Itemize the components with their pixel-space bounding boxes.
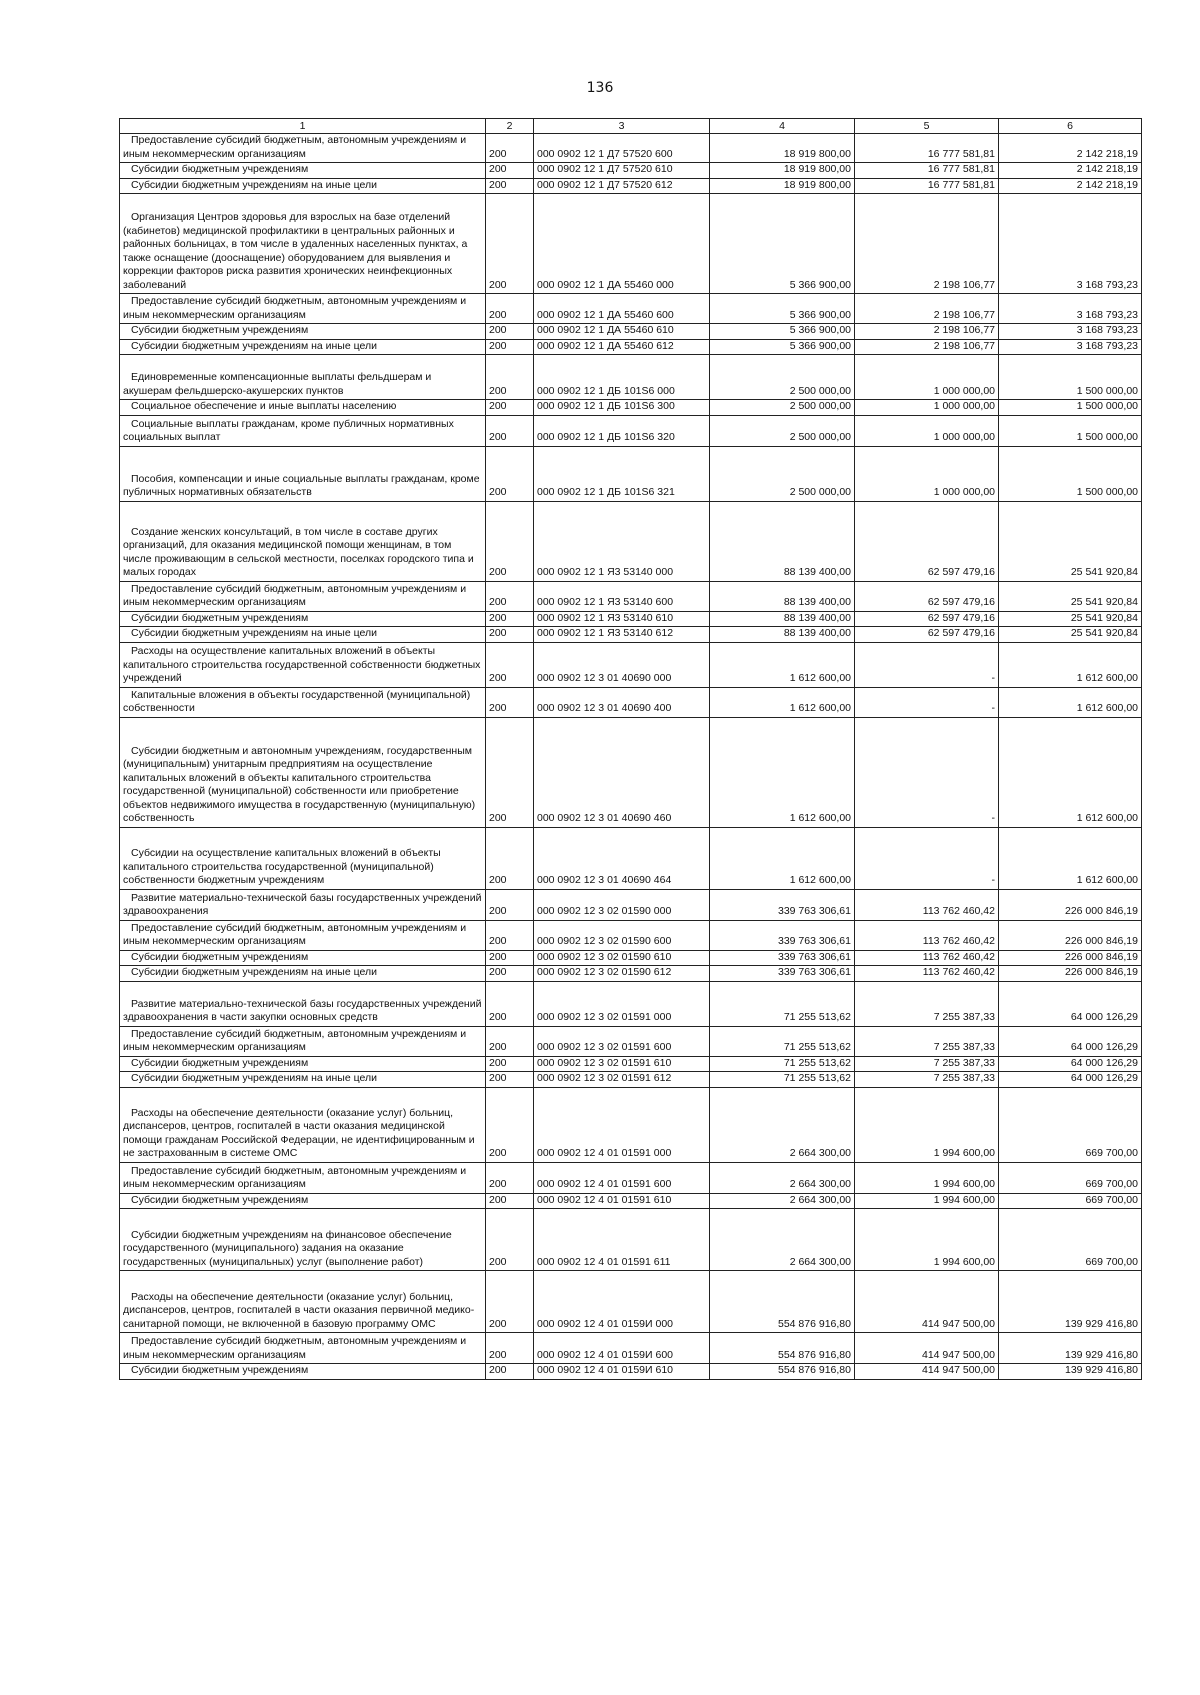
amount-executed-cell: 2 198 106,77 <box>855 294 999 324</box>
amount-approved-cell: 554 876 916,80 <box>710 1271 855 1333</box>
amount-approved-cell: 88 139 400,00 <box>710 501 855 581</box>
table-row <box>120 339 1142 355</box>
row-name-cell: Предоставление субсидий бюджетным, автономным учреждениям и иным некоммерческим организациям <box>120 1026 486 1056</box>
amount-remaining-cell: 226 000 846,19 <box>999 966 1142 982</box>
amount-remaining-cell: 139 929 416,80 <box>999 1364 1142 1380</box>
amount-remaining-cell: 669 700,00 <box>999 1209 1142 1271</box>
amount-remaining-cell: 64 000 126,29 <box>999 1026 1142 1056</box>
amount-executed-cell: - <box>855 642 999 687</box>
budget-code-cell: 000 0902 12 1 ДБ 101S6 320 <box>534 415 710 446</box>
amount-remaining-cell: 139 929 416,80 <box>999 1271 1142 1333</box>
amount-remaining-cell: 1 500 000,00 <box>999 355 1142 400</box>
budget-code-cell: 000 0902 12 3 02 01591 610 <box>534 1056 710 1072</box>
admin-code-cell: 200 <box>486 1087 534 1162</box>
amount-executed-cell: 16 777 581,81 <box>855 178 999 194</box>
amount-approved-cell: 339 763 306,61 <box>710 966 855 982</box>
admin-code-cell: 200 <box>486 966 534 982</box>
amount-remaining-cell: 139 929 416,80 <box>999 1333 1142 1364</box>
row-name-cell: Социальные выплаты гражданам, кроме публичных нормативных социальных выплат <box>120 415 486 446</box>
amount-approved-cell: 18 919 800,00 <box>710 178 855 194</box>
row-name-cell: Субсидии бюджетным учреждениям <box>120 324 486 340</box>
amount-approved-cell: 1 612 600,00 <box>710 827 855 889</box>
amount-executed-cell: 1 994 600,00 <box>855 1193 999 1209</box>
row-name-cell: Предоставление субсидий бюджетным, автономным учреждениям и иным некоммерческим организациям <box>120 1162 486 1193</box>
budget-code-cell: 000 0902 12 3 02 01590 600 <box>534 920 710 950</box>
budget-code-cell: 000 0902 12 4 01 01591 000 <box>534 1087 710 1162</box>
amount-approved-cell: 2 500 000,00 <box>710 355 855 400</box>
amount-remaining-cell: 3 168 793,23 <box>999 339 1142 355</box>
table-row <box>120 717 1142 827</box>
budget-code-cell: 000 0902 12 3 01 40690 464 <box>534 827 710 889</box>
table-row <box>120 981 1142 1026</box>
admin-code-cell: 200 <box>486 294 534 324</box>
amount-executed-cell: 1 000 000,00 <box>855 355 999 400</box>
amount-executed-cell: 7 255 387,33 <box>855 1072 999 1088</box>
row-name-cell: Субсидии бюджетным учреждениям на иные цели <box>120 966 486 982</box>
amount-approved-cell: 18 919 800,00 <box>710 134 855 163</box>
amount-executed-cell: 16 777 581,81 <box>855 134 999 163</box>
amount-remaining-cell: 25 541 920,84 <box>999 611 1142 627</box>
amount-approved-cell: 2 664 300,00 <box>710 1162 855 1193</box>
amount-remaining-cell: 25 541 920,84 <box>999 581 1142 611</box>
admin-code-cell: 200 <box>486 642 534 687</box>
row-name-cell: Субсидии бюджетным учреждениям <box>120 163 486 179</box>
admin-code-cell: 200 <box>486 627 534 643</box>
amount-executed-cell: 16 777 581,81 <box>855 163 999 179</box>
admin-code-cell: 200 <box>486 400 534 416</box>
table-row <box>120 920 1142 950</box>
table-body <box>120 134 1142 1380</box>
table-row <box>120 1072 1142 1088</box>
amount-approved-cell: 1 612 600,00 <box>710 687 855 717</box>
amount-executed-cell: 414 947 500,00 <box>855 1333 999 1364</box>
admin-code-cell: 200 <box>486 339 534 355</box>
row-name-cell: Субсидии бюджетным учреждениям <box>120 950 486 966</box>
amount-remaining-cell: 3 168 793,23 <box>999 294 1142 324</box>
amount-approved-cell: 339 763 306,61 <box>710 950 855 966</box>
row-name-cell: Субсидии бюджетным учреждениям на финансовое обеспечение государственного (муниципального) задания на оказание государственных (муниципальных) услуг (выполнение работ) <box>120 1209 486 1271</box>
amount-executed-cell: 113 762 460,42 <box>855 889 999 920</box>
admin-code-cell: 200 <box>486 1072 534 1088</box>
budget-code-cell: 000 0902 12 3 02 01590 000 <box>534 889 710 920</box>
budget-code-cell: 000 0902 12 1 Я3 53140 610 <box>534 611 710 627</box>
budget-code-cell: 000 0902 12 1 ДА 55460 600 <box>534 294 710 324</box>
amount-executed-cell: 1 994 600,00 <box>855 1162 999 1193</box>
budget-code-cell: 000 0902 12 1 ДА 55460 610 <box>534 324 710 340</box>
table-row <box>120 1193 1142 1209</box>
column-header: 4 <box>710 119 855 134</box>
budget-code-cell: 000 0902 12 1 ДА 55460 000 <box>534 194 710 294</box>
column-header: 6 <box>999 119 1142 134</box>
admin-code-cell: 200 <box>486 1056 534 1072</box>
table-row <box>120 415 1142 446</box>
column-header: 3 <box>534 119 710 134</box>
table-row <box>120 355 1142 400</box>
admin-code-cell: 200 <box>486 1209 534 1271</box>
row-name-cell: Предоставление субсидий бюджетным, автономным учреждениям и иным некоммерческим организациям <box>120 134 486 163</box>
budget-code-cell: 000 0902 12 4 01 0159И 000 <box>534 1271 710 1333</box>
budget-code-cell: 000 0902 12 3 01 40690 000 <box>534 642 710 687</box>
amount-remaining-cell: 25 541 920,84 <box>999 627 1142 643</box>
admin-code-cell: 200 <box>486 1364 534 1380</box>
table-row <box>120 1364 1142 1380</box>
row-name-cell: Капитальные вложения в объекты государственной (муниципальной) собственности <box>120 687 486 717</box>
budget-code-cell: 000 0902 12 1 Я3 53140 000 <box>534 501 710 581</box>
budget-code-cell: 000 0902 12 4 01 01591 610 <box>534 1193 710 1209</box>
amount-remaining-cell: 25 541 920,84 <box>999 501 1142 581</box>
amount-remaining-cell: 64 000 126,29 <box>999 1056 1142 1072</box>
amount-executed-cell: 7 255 387,33 <box>855 1026 999 1056</box>
row-name-cell: Субсидии бюджетным и автономным учреждениям, государственным (муниципальным) унитарным предприятиям на осуществление капитальных вложений в объекты капитального строительства государственной (муниципальной) собственности или приобретение объектов недвижимого имущества в государственную (муниципальную) собственность <box>120 717 486 827</box>
amount-remaining-cell: 2 142 218,19 <box>999 163 1142 179</box>
admin-code-cell: 200 <box>486 324 534 340</box>
row-name-cell: Субсидии бюджетным учреждениям на иные цели <box>120 339 486 355</box>
table-row <box>120 178 1142 194</box>
table-row <box>120 1271 1142 1333</box>
admin-code-cell: 200 <box>486 581 534 611</box>
budget-table <box>119 118 1142 1380</box>
row-name-cell: Пособия, компенсации и иные социальные выплаты гражданам, кроме публичных нормативных обязательств <box>120 446 486 501</box>
budget-code-cell: 000 0902 12 3 02 01591 000 <box>534 981 710 1026</box>
budget-code-cell: 000 0902 12 1 Я3 53140 612 <box>534 627 710 643</box>
row-name-cell: Предоставление субсидий бюджетным, автономным учреждениям и иным некоммерческим организациям <box>120 1333 486 1364</box>
amount-remaining-cell: 226 000 846,19 <box>999 950 1142 966</box>
amount-executed-cell: 1 994 600,00 <box>855 1209 999 1271</box>
budget-code-cell: 000 0902 12 4 01 0159И 610 <box>534 1364 710 1380</box>
table-row <box>120 966 1142 982</box>
amount-approved-cell: 339 763 306,61 <box>710 920 855 950</box>
table-row <box>120 1026 1142 1056</box>
budget-code-cell: 000 0902 12 3 02 01590 610 <box>534 950 710 966</box>
budget-code-cell: 000 0902 12 4 01 01591 611 <box>534 1209 710 1271</box>
budget-code-cell: 000 0902 12 1 ДБ 101S6 321 <box>534 446 710 501</box>
row-name-cell: Субсидии бюджетным учреждениям <box>120 1364 486 1380</box>
amount-approved-cell: 1 612 600,00 <box>710 642 855 687</box>
table-row <box>120 1087 1142 1162</box>
budget-code-cell: 000 0902 12 3 01 40690 400 <box>534 687 710 717</box>
table-row <box>120 950 1142 966</box>
amount-executed-cell: 7 255 387,33 <box>855 1056 999 1072</box>
row-name-cell: Субсидии на осуществление капитальных вложений в объекты капитального строительства государственной (муниципальной) собственности бюджетным учреждениям <box>120 827 486 889</box>
row-name-cell: Предоставление субсидий бюджетным, автономным учреждениям и иным некоммерческим организациям <box>120 920 486 950</box>
table-row <box>120 627 1142 643</box>
amount-approved-cell: 339 763 306,61 <box>710 889 855 920</box>
amount-executed-cell: 113 762 460,42 <box>855 920 999 950</box>
amount-executed-cell: 2 198 106,77 <box>855 324 999 340</box>
amount-executed-cell: 113 762 460,42 <box>855 950 999 966</box>
amount-approved-cell: 71 255 513,62 <box>710 1072 855 1088</box>
row-name-cell: Расходы на осуществление капитальных вложений в объекты капитального строительства государственной собственности бюджетных учреждений <box>120 642 486 687</box>
table-row <box>120 324 1142 340</box>
budget-code-cell: 000 0902 12 1 ДБ 101S6 000 <box>534 355 710 400</box>
column-header: 5 <box>855 119 999 134</box>
row-name-cell: Социальное обеспечение и иные выплаты населению <box>120 400 486 416</box>
amount-approved-cell: 88 139 400,00 <box>710 627 855 643</box>
amount-remaining-cell: 64 000 126,29 <box>999 981 1142 1026</box>
amount-approved-cell: 2 500 000,00 <box>710 400 855 416</box>
amount-executed-cell: 2 198 106,77 <box>855 194 999 294</box>
amount-executed-cell: 113 762 460,42 <box>855 966 999 982</box>
row-name-cell: Развитие материально-технической базы государственных учреждений здравоохранения в части закупки основных средств <box>120 981 486 1026</box>
admin-code-cell: 200 <box>486 1162 534 1193</box>
admin-code-cell: 200 <box>486 446 534 501</box>
amount-approved-cell: 5 366 900,00 <box>710 294 855 324</box>
admin-code-cell: 200 <box>486 920 534 950</box>
admin-code-cell: 200 <box>486 1271 534 1333</box>
budget-code-cell: 000 0902 12 4 01 0159И 600 <box>534 1333 710 1364</box>
row-name-cell: Предоставление субсидий бюджетным, автономным учреждениям и иным некоммерческим организациям <box>120 294 486 324</box>
amount-remaining-cell: 669 700,00 <box>999 1193 1142 1209</box>
row-name-cell: Расходы на обеспечение деятельности (оказание услуг) больниц, диспансеров, центров, госпиталей в части оказания медицинской помощи гражданам Российской Федерации, не идентифицированным и не застрахованным в системе ОМС <box>120 1087 486 1162</box>
table-row <box>120 642 1142 687</box>
amount-approved-cell: 5 366 900,00 <box>710 194 855 294</box>
amount-executed-cell: 62 597 479,16 <box>855 501 999 581</box>
admin-code-cell: 200 <box>486 687 534 717</box>
amount-approved-cell: 2 664 300,00 <box>710 1087 855 1162</box>
table-row <box>120 1209 1142 1271</box>
table-row <box>120 134 1142 163</box>
amount-approved-cell: 71 255 513,62 <box>710 981 855 1026</box>
amount-approved-cell: 2 664 300,00 <box>710 1193 855 1209</box>
budget-code-cell: 000 0902 12 3 02 01591 612 <box>534 1072 710 1088</box>
row-name-cell: Расходы на обеспечение деятельности (оказание услуг) больниц, диспансеров, центров, госпиталей в части оказания первичной медико-санитарной помощи, не включенной в базовую программу ОМС <box>120 1271 486 1333</box>
table-row <box>120 446 1142 501</box>
column-header: 1 <box>120 119 486 134</box>
column-number-row <box>120 119 1142 134</box>
amount-remaining-cell: 2 142 218,19 <box>999 134 1142 163</box>
amount-approved-cell: 88 139 400,00 <box>710 581 855 611</box>
amount-approved-cell: 554 876 916,80 <box>710 1333 855 1364</box>
budget-code-cell: 000 0902 12 1 Д7 57520 612 <box>534 178 710 194</box>
page-number: 136 <box>586 80 614 96</box>
amount-remaining-cell: 1 500 000,00 <box>999 446 1142 501</box>
table-row <box>120 687 1142 717</box>
budget-code-cell: 000 0902 12 1 Д7 57520 600 <box>534 134 710 163</box>
amount-approved-cell: 1 612 600,00 <box>710 717 855 827</box>
row-name-cell: Создание женских консультаций, в том числе в составе других организаций, для оказания медицинской помощи женщинам, в том числе проживающим в сельской местности, поселках городского типа и малых городах <box>120 501 486 581</box>
admin-code-cell: 200 <box>486 611 534 627</box>
table-row <box>120 1162 1142 1193</box>
admin-code-cell: 200 <box>486 981 534 1026</box>
table-row <box>120 1056 1142 1072</box>
table-row <box>120 889 1142 920</box>
amount-remaining-cell: 1 500 000,00 <box>999 415 1142 446</box>
row-name-cell: Субсидии бюджетным учреждениям <box>120 1193 486 1209</box>
row-name-cell: Субсидии бюджетным учреждениям <box>120 1056 486 1072</box>
amount-approved-cell: 554 876 916,80 <box>710 1364 855 1380</box>
row-name-cell: Организация Центров здоровья для взрослых на базе отделений (кабинетов) медицинской профилактики в центральных районных и районных больницах, в том числе в удаленных населенных пунктах, а также оснащение (дооснащение) оборудованием для выявления и коррекции факторов риска развития хронических неинфекционных заболеваний <box>120 194 486 294</box>
admin-code-cell: 200 <box>486 355 534 400</box>
amount-remaining-cell: 64 000 126,29 <box>999 1072 1142 1088</box>
amount-approved-cell: 2 500 000,00 <box>710 446 855 501</box>
amount-remaining-cell: 3 168 793,23 <box>999 324 1142 340</box>
admin-code-cell: 200 <box>486 134 534 163</box>
row-name-cell: Развитие материально-технической базы государственных учреждений здравоохранения <box>120 889 486 920</box>
amount-executed-cell: - <box>855 717 999 827</box>
admin-code-cell: 200 <box>486 415 534 446</box>
budget-code-cell: 000 0902 12 1 Я3 53140 600 <box>534 581 710 611</box>
admin-code-cell: 200 <box>486 501 534 581</box>
amount-approved-cell: 71 255 513,62 <box>710 1056 855 1072</box>
row-name-cell: Субсидии бюджетным учреждениям на иные цели <box>120 1072 486 1088</box>
table-row <box>120 581 1142 611</box>
budget-code-cell: 000 0902 12 1 ДБ 101S6 300 <box>534 400 710 416</box>
amount-executed-cell: 7 255 387,33 <box>855 981 999 1026</box>
amount-executed-cell: 62 597 479,16 <box>855 611 999 627</box>
amount-executed-cell: 1 000 000,00 <box>855 415 999 446</box>
admin-code-cell: 200 <box>486 717 534 827</box>
amount-remaining-cell: 3 168 793,23 <box>999 194 1142 294</box>
table-row <box>120 194 1142 294</box>
amount-executed-cell: 1 000 000,00 <box>855 400 999 416</box>
table-row <box>120 611 1142 627</box>
row-name-cell: Субсидии бюджетным учреждениям на иные цели <box>120 178 486 194</box>
amount-approved-cell: 2 500 000,00 <box>710 415 855 446</box>
amount-executed-cell: 2 198 106,77 <box>855 339 999 355</box>
budget-code-cell: 000 0902 12 1 ДА 55460 612 <box>534 339 710 355</box>
budget-code-cell: 000 0902 12 4 01 01591 600 <box>534 1162 710 1193</box>
budget-code-cell: 000 0902 12 3 01 40690 460 <box>534 717 710 827</box>
budget-code-cell: 000 0902 12 3 02 01590 612 <box>534 966 710 982</box>
amount-executed-cell: - <box>855 827 999 889</box>
amount-remaining-cell: 1 500 000,00 <box>999 400 1142 416</box>
amount-remaining-cell: 1 612 600,00 <box>999 687 1142 717</box>
amount-approved-cell: 18 919 800,00 <box>710 163 855 179</box>
amount-remaining-cell: 1 612 600,00 <box>999 827 1142 889</box>
amount-executed-cell: 414 947 500,00 <box>855 1364 999 1380</box>
table-row <box>120 1333 1142 1364</box>
amount-remaining-cell: 1 612 600,00 <box>999 717 1142 827</box>
amount-remaining-cell: 1 612 600,00 <box>999 642 1142 687</box>
amount-approved-cell: 5 366 900,00 <box>710 324 855 340</box>
admin-code-cell: 200 <box>486 889 534 920</box>
amount-remaining-cell: 226 000 846,19 <box>999 920 1142 950</box>
amount-executed-cell: 1 994 600,00 <box>855 1087 999 1162</box>
amount-remaining-cell: 2 142 218,19 <box>999 178 1142 194</box>
amount-remaining-cell: 226 000 846,19 <box>999 889 1142 920</box>
amount-executed-cell: 1 000 000,00 <box>855 446 999 501</box>
admin-code-cell: 200 <box>486 163 534 179</box>
column-header: 2 <box>486 119 534 134</box>
row-name-cell: Субсидии бюджетным учреждениям на иные цели <box>120 627 486 643</box>
table-row <box>120 294 1142 324</box>
row-name-cell: Субсидии бюджетным учреждениям <box>120 611 486 627</box>
row-name-cell: Единовременные компенсационные выплаты фельдшерам и акушерам фельдшерско-акушерских пунктов <box>120 355 486 400</box>
amount-executed-cell: 62 597 479,16 <box>855 627 999 643</box>
admin-code-cell: 200 <box>486 950 534 966</box>
amount-approved-cell: 71 255 513,62 <box>710 1026 855 1056</box>
amount-executed-cell: - <box>855 687 999 717</box>
amount-remaining-cell: 669 700,00 <box>999 1087 1142 1162</box>
admin-code-cell: 200 <box>486 1193 534 1209</box>
amount-executed-cell: 62 597 479,16 <box>855 581 999 611</box>
admin-code-cell: 200 <box>486 827 534 889</box>
budget-code-cell: 000 0902 12 1 Д7 57520 610 <box>534 163 710 179</box>
budget-code-cell: 000 0902 12 3 02 01591 600 <box>534 1026 710 1056</box>
table-row <box>120 501 1142 581</box>
table-row <box>120 827 1142 889</box>
row-name-cell: Предоставление субсидий бюджетным, автономным учреждениям и иным некоммерческим организациям <box>120 581 486 611</box>
amount-approved-cell: 88 139 400,00 <box>710 611 855 627</box>
admin-code-cell: 200 <box>486 1026 534 1056</box>
admin-code-cell: 200 <box>486 194 534 294</box>
table-row <box>120 163 1142 179</box>
amount-remaining-cell: 669 700,00 <box>999 1162 1142 1193</box>
table-row <box>120 400 1142 416</box>
amount-executed-cell: 414 947 500,00 <box>855 1271 999 1333</box>
amount-approved-cell: 2 664 300,00 <box>710 1209 855 1271</box>
admin-code-cell: 200 <box>486 1333 534 1364</box>
amount-approved-cell: 5 366 900,00 <box>710 339 855 355</box>
admin-code-cell: 200 <box>486 178 534 194</box>
